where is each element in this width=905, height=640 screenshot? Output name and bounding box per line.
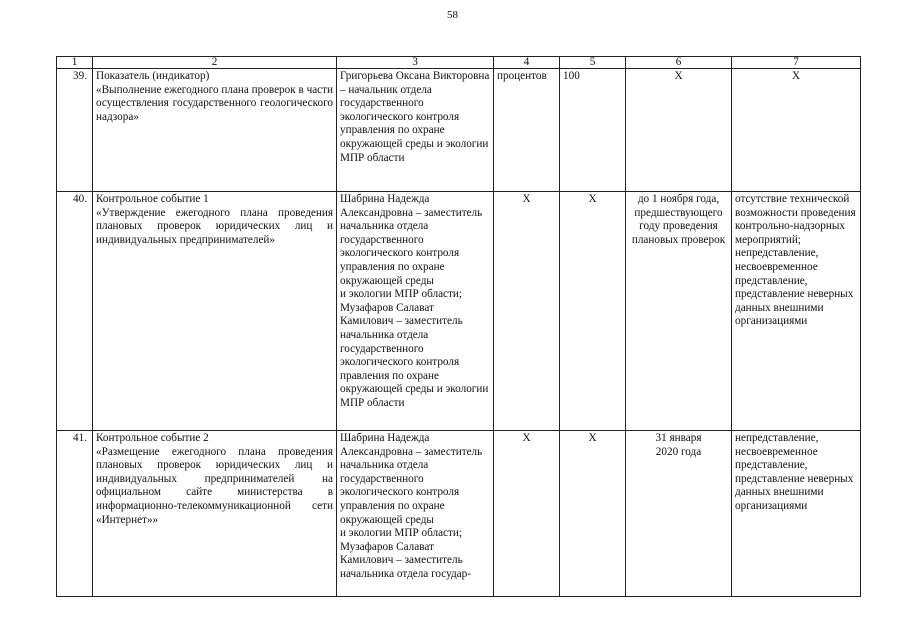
- table-row: [57, 431, 861, 597]
- risks-cell: отсутствие технической возможности проведения контрольно-надзорных мероприятий; непредставление, несвоевременное представление, представление неверных данных внешними организациями: [732, 192, 861, 431]
- column-header-4: 4: [494, 57, 560, 69]
- column-header-2: 2: [93, 57, 337, 69]
- row-number: 41.: [57, 431, 93, 597]
- plan-table: [56, 56, 861, 597]
- risks-cell: Х: [732, 69, 861, 192]
- indicator-title: Показатель (индикатор): [96, 70, 210, 82]
- unit-cell: Х: [494, 431, 560, 597]
- event-title: Контрольное событие 1: [96, 193, 209, 205]
- value-cell: Х: [560, 431, 626, 597]
- table-row: [57, 69, 861, 192]
- row-number: 40.: [57, 192, 93, 431]
- value-cell: Х: [560, 192, 626, 431]
- value-cell: 100: [560, 69, 626, 192]
- row-number: 39.: [57, 69, 93, 192]
- column-header-3: 3: [337, 57, 494, 69]
- column-header-6: 6: [626, 57, 732, 69]
- column-header-1: 1: [57, 57, 93, 69]
- deadline-cell: до 1 ноября года, предшествующего году проведения плановых проверок: [626, 192, 732, 431]
- responsible-cell: Григорьева Оксана Викторовна – начальник отдела государственного экологического контроля управления по охране окружающей среды и экологии МПР области: [337, 69, 494, 192]
- column-header-5: 5: [560, 57, 626, 69]
- event-description: «Размещение ежегодного плана проведения плановых проверок юридических лиц и индивидуальных предпринимателей на официальном сайте министерства в информационно-телекоммуникационной сети «Интернет»»: [96, 445, 333, 526]
- deadline-cell: Х: [626, 69, 732, 192]
- event-cell: [93, 192, 337, 431]
- deadline-cell: 31 января 2020 года: [626, 431, 732, 597]
- responsible-cell: Шабрина Надежда Александровна – заместитель начальника отдела государственного экологического контроля управления по охране окружающей среды и экологии МПР области; Музафаров Салават Камилович – заместитель начальника отдела государ-: [337, 431, 494, 597]
- page-number: 58: [447, 9, 458, 21]
- header-row: [57, 57, 861, 69]
- unit-cell: процентов: [494, 69, 560, 192]
- responsible-cell: Шабрина Надежда Александровна – заместитель начальника отдела государственного экологического контроля управления по охране окружающей среды и экологии МПР области; Музафаров Салават Камилович – заместитель начальника отдела государственного экологического контроля правления по охране окружающей среды и экологии МПР области: [337, 192, 494, 431]
- risks-cell: непредставление, несвоевременное представление, представление неверных данных внешними организациями: [732, 431, 861, 597]
- event-title: Контрольное событие 2: [96, 432, 209, 444]
- indicator-description: «Выполнение ежегодного плана проверок в части осуществления государственного геологического надзора»: [96, 83, 333, 123]
- column-header-7: 7: [732, 57, 861, 69]
- table-row: [57, 192, 861, 431]
- event-description: «Утверждение ежегодного плана проведения плановых проверок юридических лиц и индивидуальных предпринимателей»: [96, 206, 333, 246]
- event-cell: [93, 431, 337, 597]
- indicator-cell: [93, 69, 337, 192]
- unit-cell: Х: [494, 192, 560, 431]
